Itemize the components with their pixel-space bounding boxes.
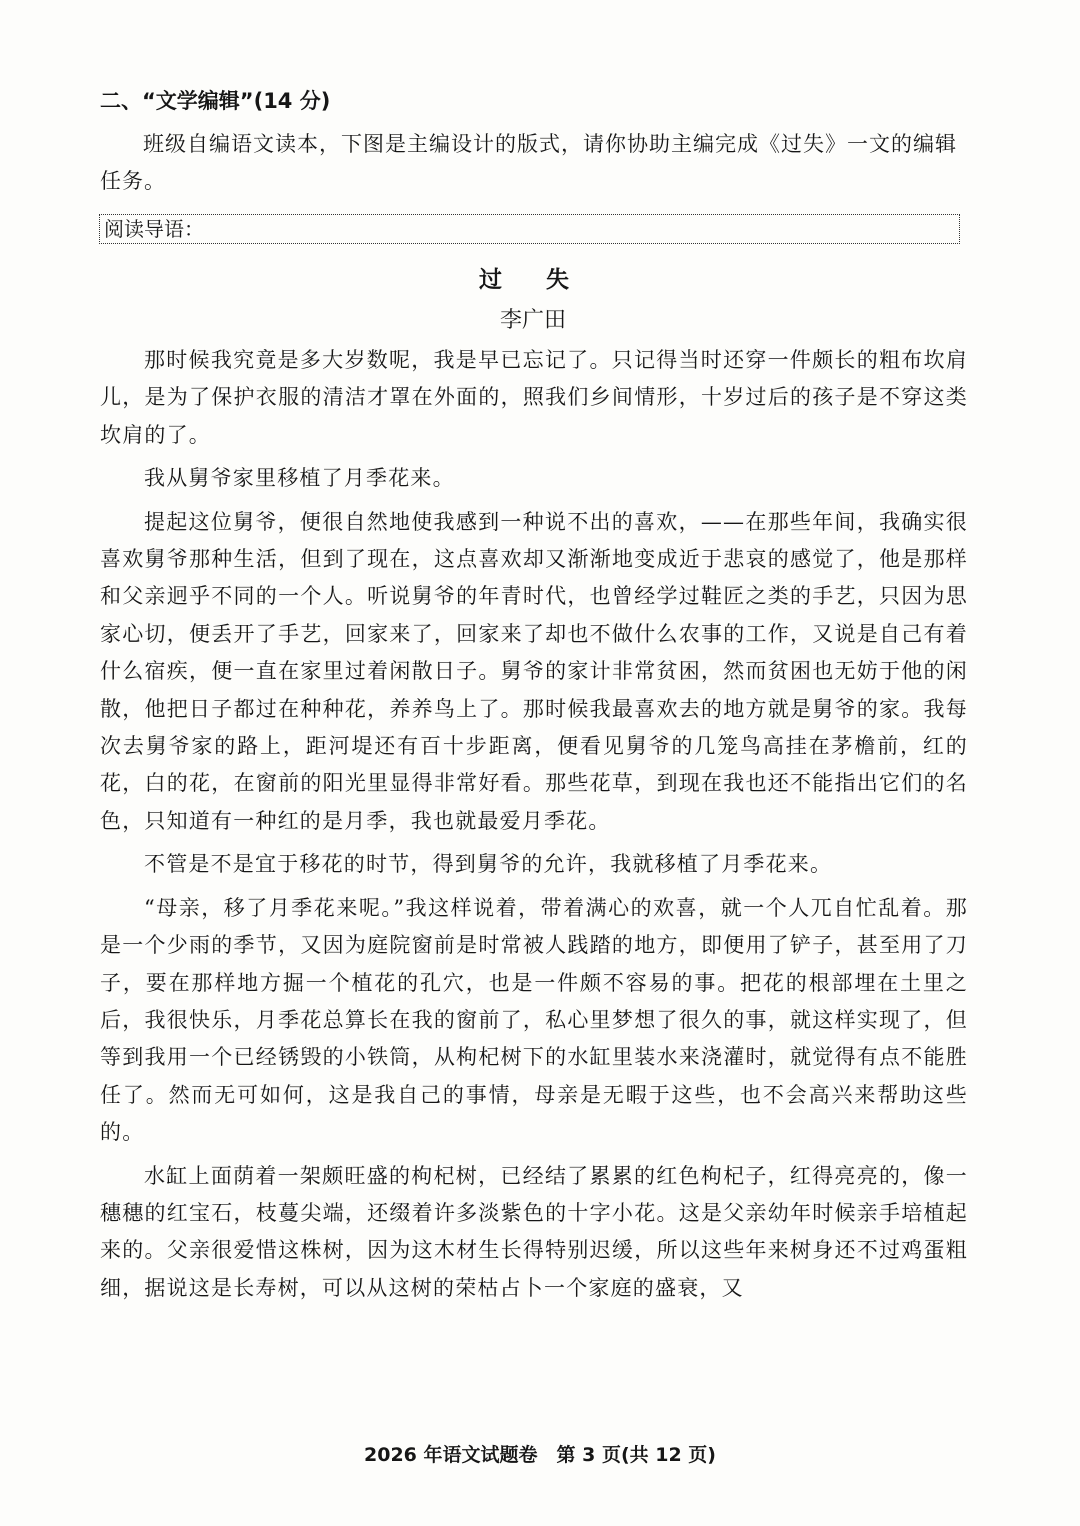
section-instruction: 班级自编语文读本，下图是主编设计的版式，请你协助主编完成《过失》一文的编辑任务。 bbox=[100, 132, 957, 193]
article-paragraph: 不管是不是宜于移花的时节，得到舅爷的允许，我就移植了月季花来。 bbox=[144, 852, 833, 877]
section-heading: 二、“文学编辑”(14 分) bbox=[100, 89, 331, 113]
reading-guide-label: 阅读导语： bbox=[104, 217, 204, 241]
article-author: 李广田 bbox=[499, 308, 566, 333]
article-body bbox=[100, 342, 968, 1313]
reading-guide-box[interactable] bbox=[99, 214, 960, 244]
article-paragraph: 提起这位舅爷，便很自然地使我感到一种说不出的喜欢，——在那些年间，我确实很喜欢舅爷那种生活，但到了现在，这点喜欢却又渐渐地变成近于悲哀的感觉了，他是那样和父亲迥乎不同的一个人。听说舅爷的年青时代，也曾经学过鞋匠之类的手艺，只因为思家心切，便丢开了手艺，回家来了，回家来了却也不做什么农事的工作，又说是自己有着什么宿疾，便一直在家里过着闲散日子。舅爷的家计非常贫困，然而贫困也无妨于他的闲散，他把日子都过在种种花，养养鸟上了。那时候我最喜欢去的地方就是舅爷的家。我每次去舅爷家的路上，距河堤还有百十步距离，便看见舅爷的几笼鸟高挂在茅檐前，红的花，白的花，在窗前的阳光里显得非常好看。那些花草，到现在我也还不能指出它们的名色，只知道有一种红的是月季，我也就最爱月季花。 bbox=[100, 509, 968, 833]
article-title: 过 失 bbox=[478, 267, 587, 293]
article-paragraph: 那时候我究竟是多大岁数呢，我是早已忘记了。只记得当时还穿一件颇长的粗布坎肩儿，是为了保护衣服的清洁才罩在外面的，照我们乡间情形，十岁过后的孩子是不穿这类坎肩的了。 bbox=[100, 348, 968, 447]
article-paragraph: 我从舅爷家里移植了月季花来。 bbox=[144, 466, 455, 491]
article-paragraph: “母亲，移了月季花来呢。”我这样说着，带着满心的欢喜，就一个人兀自忙乱着。那是一个少雨的季节，又因为庭院窗前是时常被人践踏的地方，即便用了铲子，甚至用了刀子，要在那样地方掘一个植花的孔穴，也是一件颇不容易的事。把花的根部埋在土里之后，我很快乐，月季花总算长在我的窗前了，私心里梦想了很久的事，就这样实现了，但等到我用一个已经锈毁的小铁筒，从枸杞树下的水缸里装水来浇灌时，就觉得有点不能胜任了。然而无可如何，这是我自己的事情，母亲是无暇于这些，也不会高兴来帮助这些的。 bbox=[100, 895, 968, 1145]
page-footer: 2026 年语文试题卷 第 3 页(共 12 页) bbox=[364, 1444, 716, 1466]
article-paragraph: 水缸上面荫着一架颇旺盛的枸杞树，已经结了累累的红色枸杞子，红得亮亮的，像一穗穗的红宝石，枝蔓尖端，还缀着许多淡紫色的十字小花。这是父亲幼年时候亲手培植起来的。父亲很爱惜这株树，因为这木材生长得特别迟缓，所以这些年来树身还不过鸡蛋粗细，据说这是长寿树，可以从这树的荣枯占卜一个家庭的盛衰，又 bbox=[100, 1163, 968, 1300]
